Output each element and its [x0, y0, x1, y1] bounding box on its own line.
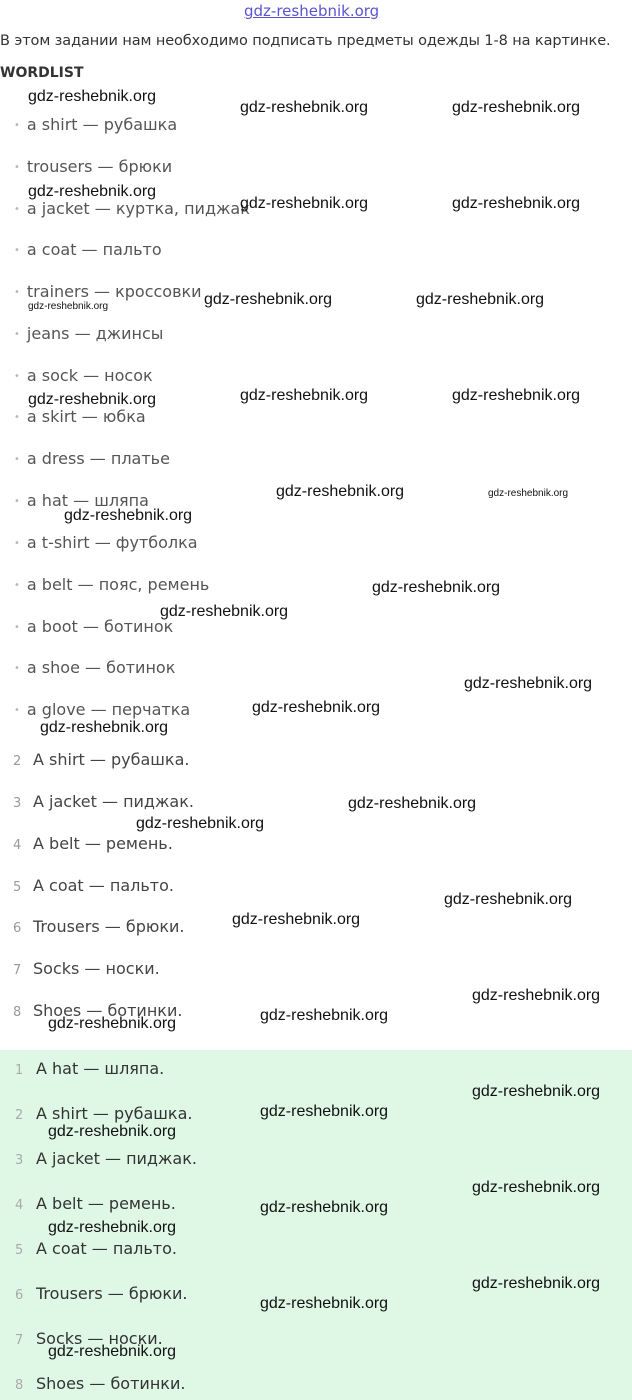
- final-answer-item: 6 Trousers — брюки.: [15, 1284, 188, 1303]
- site-title-link[interactable]: gdz-reshebnik.org: [244, 2, 380, 20]
- list-item: • trainers — кроссовки: [0, 282, 202, 301]
- watermark: gdz-reshebnik.org: [240, 99, 369, 116]
- list-item: • a glove — перчатка: [0, 700, 190, 719]
- watermark: gdz-reshebnik.org: [472, 1179, 601, 1196]
- list-item: • trousers — брюки: [0, 157, 172, 176]
- final-answer-item: 4 A belt — ремень.: [15, 1194, 176, 1213]
- watermark: gdz-reshebnik.org: [260, 1103, 389, 1120]
- list-item: • a boot — ботинок: [0, 617, 173, 636]
- watermark: gdz-reshebnik.org: [348, 795, 477, 812]
- watermark: gdz-reshebnik.org: [28, 391, 157, 408]
- list-item: • a sock — носок: [0, 366, 153, 385]
- watermark: gdz-reshebnik.org: [260, 1199, 389, 1216]
- watermark: gdz-reshebnik.org: [48, 1123, 177, 1140]
- list-item: • a hat — шляпа: [0, 491, 149, 510]
- list-item: • jeans — джинсы: [0, 324, 163, 343]
- watermark: gdz-reshebnik.org: [136, 815, 265, 832]
- watermark: gdz-reshebnik.org: [48, 1219, 177, 1236]
- list-item: • a dress — платье: [0, 449, 170, 468]
- watermark: gdz-reshebnik.org: [444, 891, 573, 908]
- watermark: gdz-reshebnik.org: [372, 579, 501, 596]
- watermark: gdz-reshebnik.org: [204, 291, 333, 308]
- list-item: • a skirt — юбка: [0, 407, 146, 426]
- watermark: gdz-reshebnik.org: [160, 603, 289, 620]
- watermark: gdz-reshebnik.org: [48, 1343, 177, 1360]
- answer-item: 5 A coat — пальто.: [13, 876, 174, 895]
- watermark: gdz-reshebnik.org: [488, 488, 569, 499]
- watermark: gdz-reshebnik.org: [452, 387, 581, 404]
- final-answer-item: 3 A jacket — пиджак.: [15, 1149, 197, 1168]
- watermark: gdz-reshebnik.org: [232, 911, 361, 928]
- watermark: gdz-reshebnik.org: [416, 291, 545, 308]
- list-item: • a jacket — куртка, пиджак: [0, 199, 250, 218]
- watermark: gdz-reshebnik.org: [464, 675, 593, 692]
- final-answer-item: 1 A hat — шляпа.: [15, 1059, 165, 1078]
- final-answer-item: 2 A shirt — рубашка.: [15, 1104, 193, 1123]
- answer-item: 2 A shirt — рубашка.: [13, 750, 190, 769]
- list-item: • a shirt — рубашка: [0, 115, 177, 134]
- watermark: gdz-reshebnik.org: [260, 1295, 389, 1312]
- watermark: gdz-reshebnik.org: [28, 88, 157, 105]
- final-answer-item: 5 A coat — пальто.: [15, 1239, 177, 1258]
- wordlist-heading: WORDLIST: [0, 65, 84, 81]
- final-answer-item: 7 Socks — носки.: [15, 1329, 163, 1348]
- watermark: gdz-reshebnik.org: [276, 483, 405, 500]
- watermark: gdz-reshebnik.org: [240, 387, 369, 404]
- watermark: gdz-reshebnik.org: [40, 719, 169, 736]
- answer-item: 6 Trousers — брюки.: [13, 917, 185, 936]
- watermark: gdz-reshebnik.org: [452, 99, 581, 116]
- intro-text: В этом задании нам необходимо подписать предметы одежды 1-8 на картинке.: [0, 33, 611, 49]
- watermark: gdz-reshebnik.org: [452, 195, 581, 212]
- answer-item: 4 A belt — ремень.: [13, 834, 173, 853]
- watermark: gdz-reshebnik.org: [28, 183, 157, 200]
- watermark: gdz-reshebnik.org: [472, 1083, 601, 1100]
- answer-item: 8 Shoes — ботинки.: [13, 1001, 183, 1020]
- list-item: • a t-shirt — футболка: [0, 533, 198, 552]
- answer-item: 7 Socks — носки.: [13, 959, 160, 978]
- watermark: gdz-reshebnik.org: [260, 1007, 389, 1024]
- watermark: gdz-reshebnik.org: [472, 987, 601, 1004]
- watermark: gdz-reshebnik.org: [252, 699, 381, 716]
- watermark: gdz-reshebnik.org: [64, 507, 193, 524]
- watermark: gdz-reshebnik.org: [48, 1015, 177, 1032]
- list-item: • a coat — пальто: [0, 240, 162, 259]
- list-item: • a shoe — ботинок: [0, 658, 175, 677]
- watermark: gdz-reshebnik.org: [28, 301, 109, 312]
- list-item: • a belt — пояс, ремень: [0, 575, 209, 594]
- watermark: gdz-reshebnik.org: [240, 195, 369, 212]
- final-answer-item: 8 Shoes — ботинки.: [15, 1374, 186, 1393]
- answer-item: 3 A jacket — пиджак.: [13, 792, 194, 811]
- watermark: gdz-reshebnik.org: [472, 1275, 601, 1292]
